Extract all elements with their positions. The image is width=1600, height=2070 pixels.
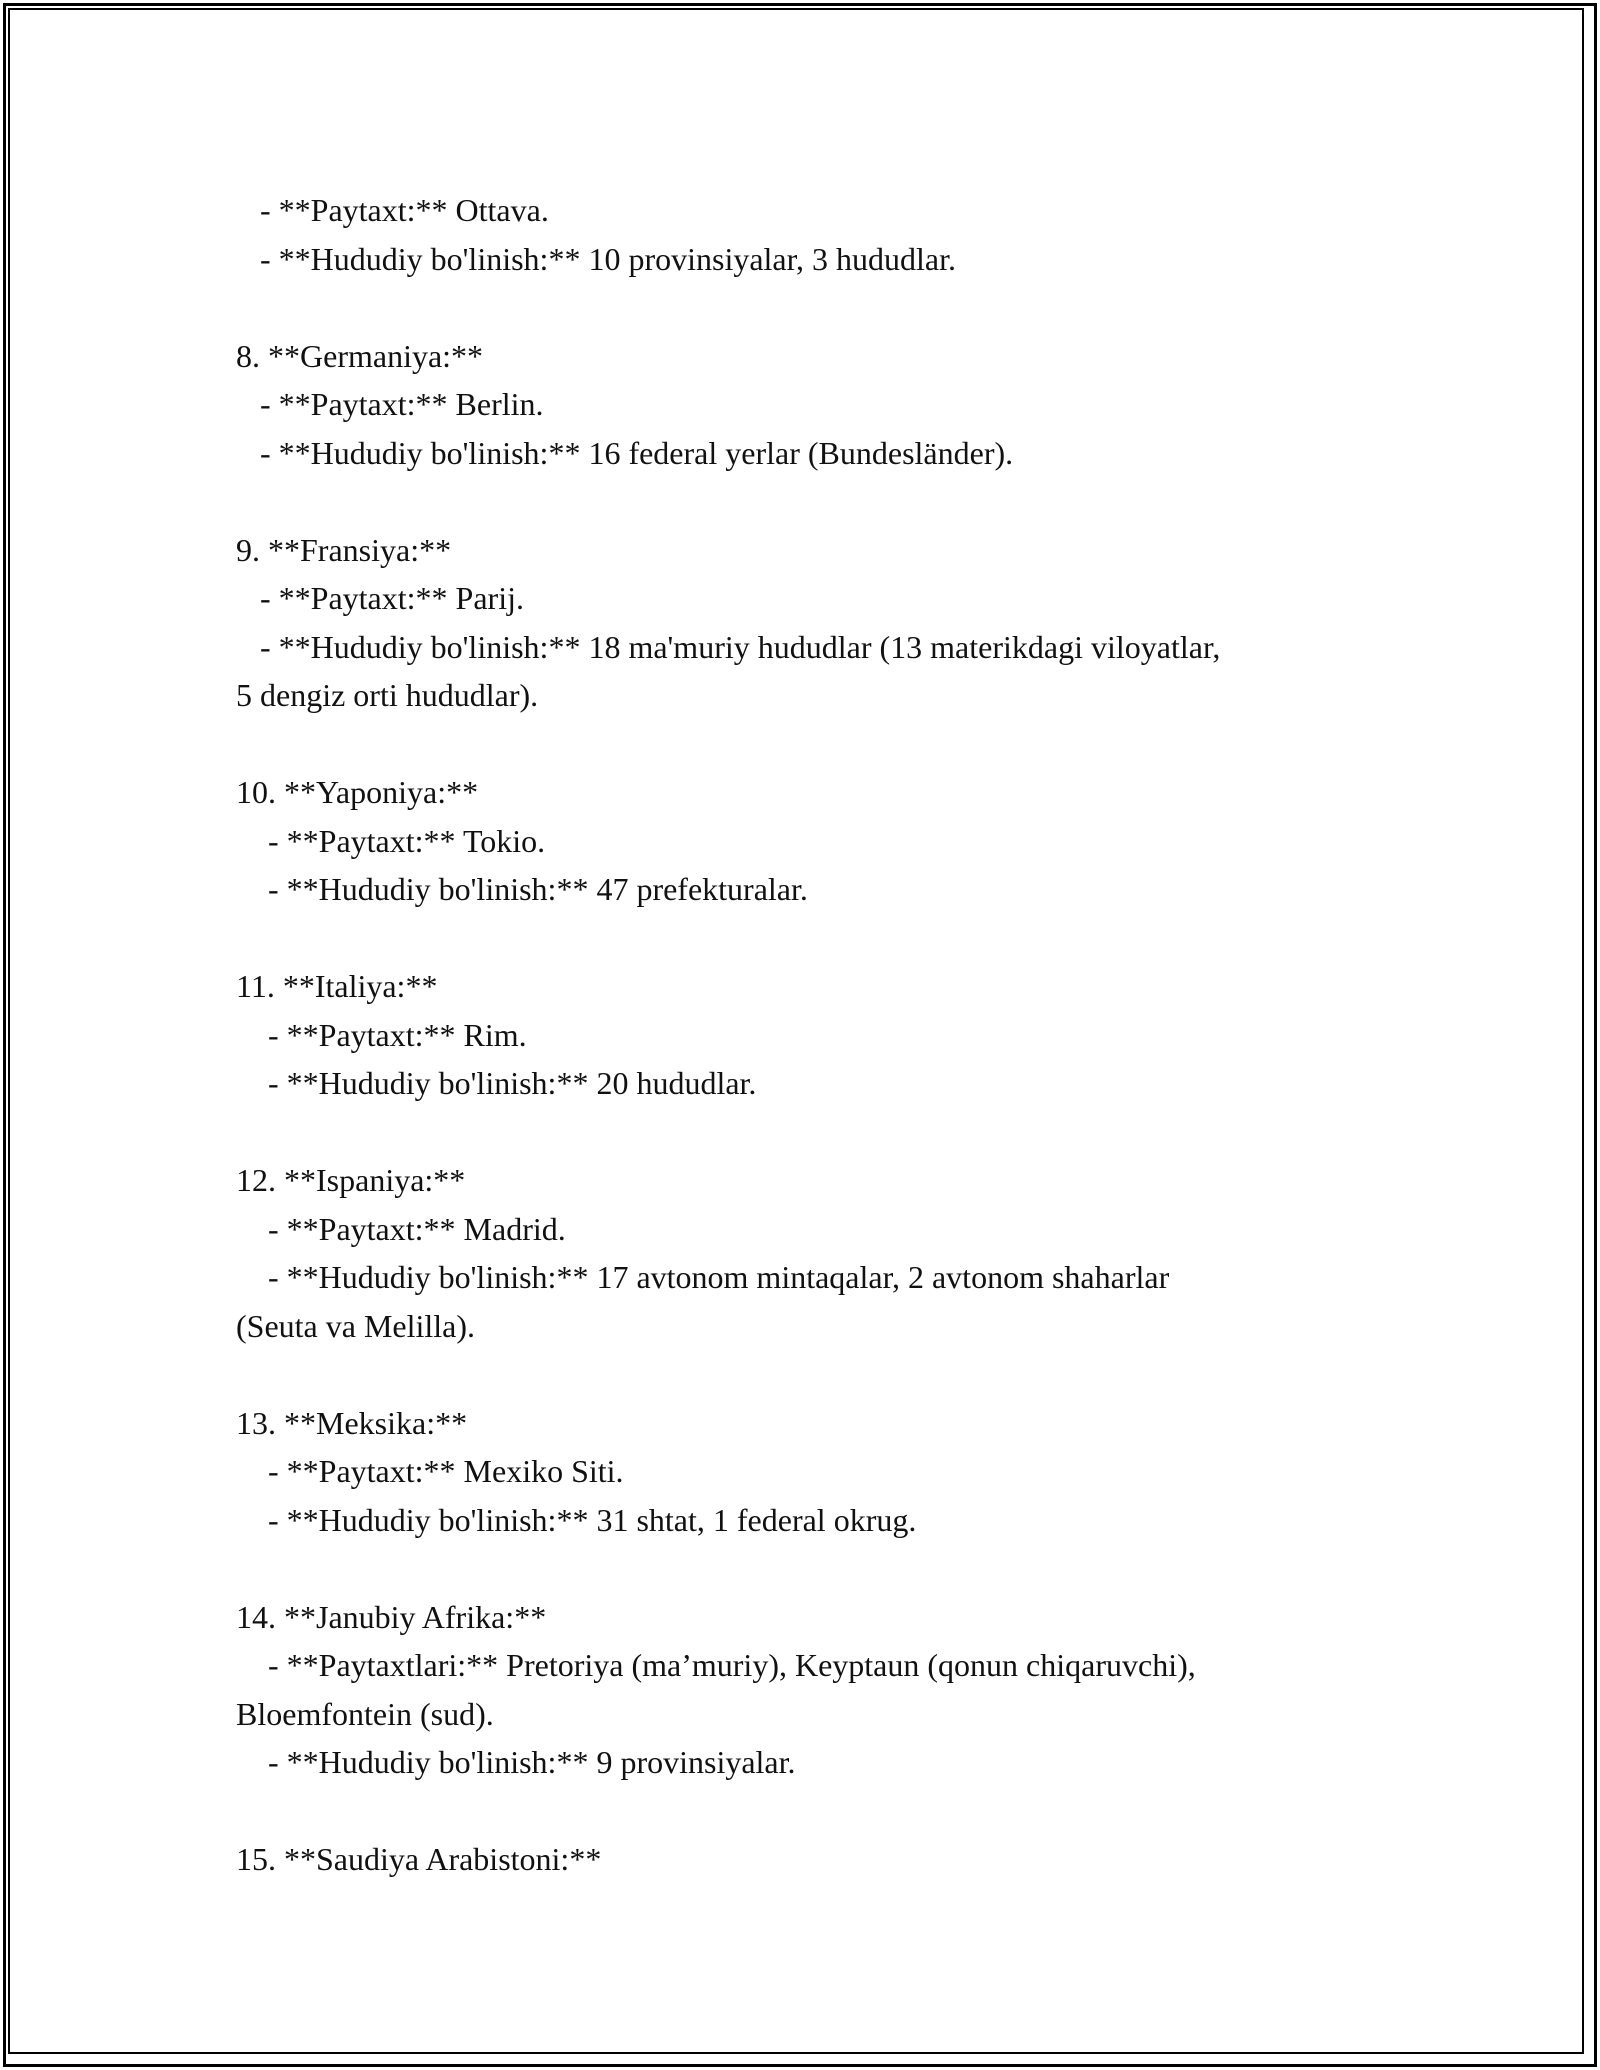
blank-line [236,477,1416,526]
text-line: - **Paytaxt:** Berlin. [236,386,544,422]
blank-line [236,1108,1416,1157]
text-line: - **Paytaxtlari:** Pretoriya (ma’muriy), Keyptaun (qonun chiqaruvchi), [236,1647,1196,1683]
text-line: - **Hududiy bo'linish:** 47 prefekturalar. [236,871,808,907]
list-item-heading: 11. **Italiya:** [236,968,438,1004]
text-line: - **Hududiy bo'linish:** 20 hududlar. [236,1065,757,1101]
text-line: - **Paytaxt:** Madrid. [236,1210,566,1247]
text-line: Bloemfontein (sud). [236,1695,494,1732]
list-item-heading: 8. **Germaniya:** [236,337,484,374]
text-line: - **Paytaxt:** Rim. [236,1016,527,1053]
blank-line [236,720,1416,769]
text-line: - **Paytaxt:** Parij. [236,580,524,616]
list-item-heading: 9. **Fransiya:** [236,531,452,568]
blank-line [236,283,1416,332]
text-line: - **Hududiy bo'linish:** 16 federal yerlar (Bundesländer). [236,434,1014,471]
text-line: - **Paytaxt:** Tokio. [236,822,546,859]
document-body [236,186,1416,1884]
blank-line [236,1350,1416,1399]
text-line: - **Paytaxt:** Mexiko Siti. [236,1453,624,1489]
list-item-heading: 15. **Saudiya Arabistoni:** [236,1841,602,1877]
blank-line [236,1544,1416,1593]
text-line: - **Hududiy bo'linish:** 17 avtonom mintaqalar, 2 avtonom shaharlar [236,1259,1170,1295]
text-line: - **Hududiy bo'linish:** 18 ma'muriy hududlar (13 materikdagi viloyatlar, [236,628,1221,665]
blank-line [236,914,1416,963]
list-item-heading: 14. **Janubiy Afrika:** [236,1598,547,1635]
blank-line [236,1787,1416,1836]
list-item-heading: 12. **Ispaniya:** [236,1162,466,1198]
text-line: (Seuta va Melilla). [236,1307,476,1344]
text-line: - **Hududiy bo'linish:** 31 shtat, 1 federal okrug. [236,1501,917,1538]
list-item-heading: 10. **Yaponiya:** [236,774,479,810]
text-line: - **Hududiy bo'linish:** 9 provinsiyalar. [236,1744,796,1780]
text-line: - **Paytaxt:** Ottava. [236,192,549,228]
list-item-heading: 13. **Meksika:** [236,1404,468,1441]
text-line: - **Hududiy bo'linish:** 10 provinsiyalar, 3 hududlar. [236,240,956,277]
text-line: 5 dengiz orti hududlar). [236,677,539,713]
